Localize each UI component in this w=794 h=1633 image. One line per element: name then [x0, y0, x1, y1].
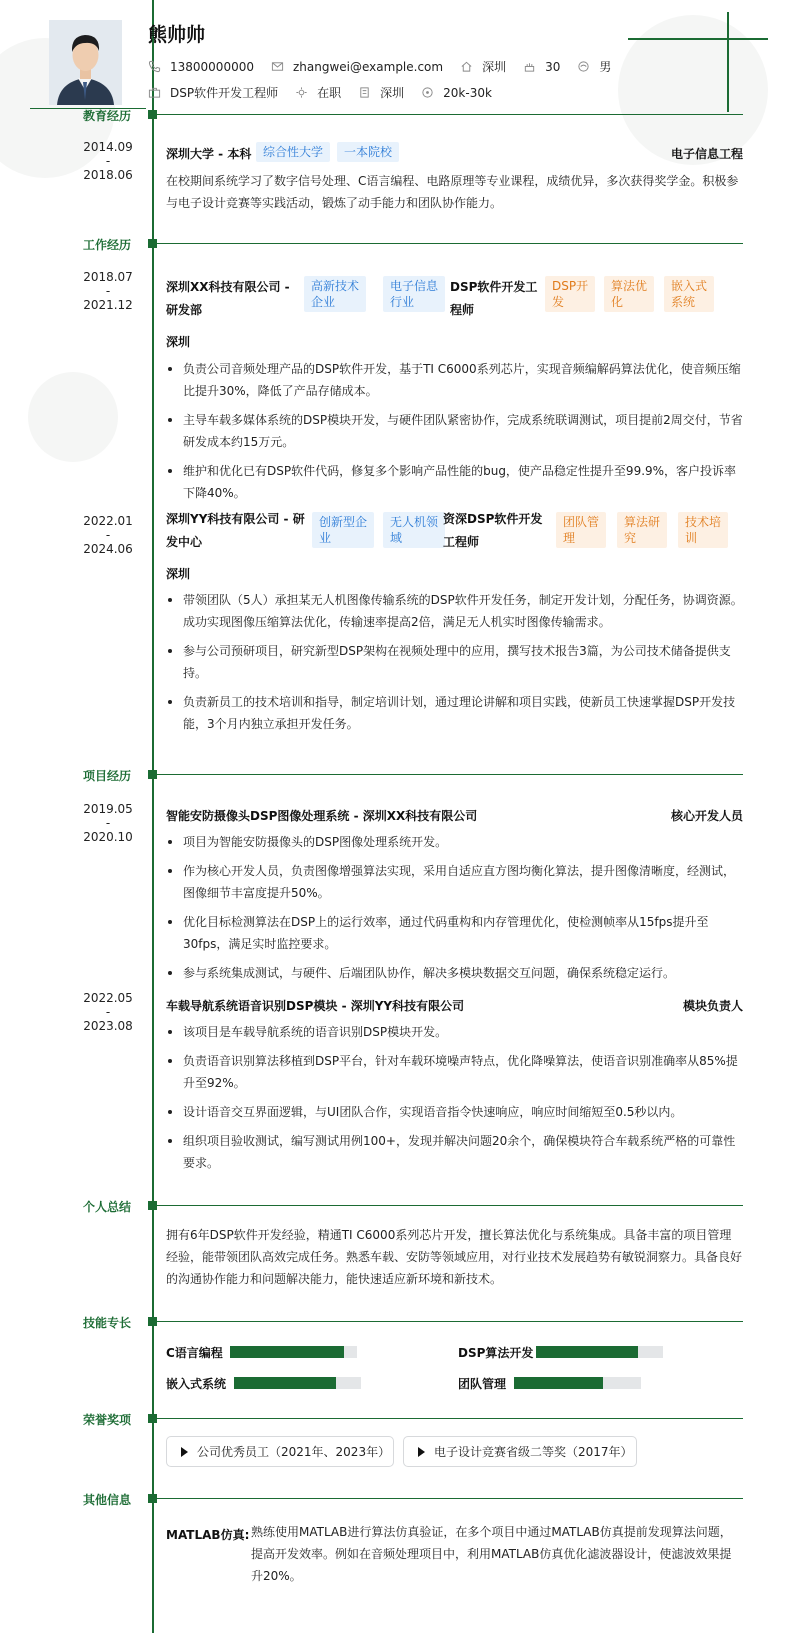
role-tag — [604, 276, 654, 312]
list-item: 该项目是车载导航系统的语音识别DSP模块开发。 — [166, 1021, 743, 1043]
tag-line: 技术培 — [685, 515, 722, 529]
tag-line: 化 — [611, 295, 624, 309]
status-icon — [295, 86, 308, 99]
summary-text: 拥有6年DSP软件开发经验，精通TI C6000系列芯片开发，擅长算法优化与系统集成。具备丰富的项目管理经验，能带领团队高效完成任务。熟悉车载、安防等领域应用，对行业技术发展趋势有敏锐洞察力。具备良好的沟通协作能力和问题解决能力，能快速适应新环境和新技术。 — [166, 1228, 743, 1286]
skill-bar-fill — [230, 1346, 344, 1358]
date-start: 2022.05 — [83, 991, 133, 1005]
phone-text: 13800000000 — [170, 59, 254, 74]
company-tag — [304, 276, 366, 312]
company-tag — [312, 512, 374, 548]
job-intent-row — [148, 84, 509, 101]
company-tag — [383, 276, 445, 312]
list-item: 设计语音交互界面逻辑，与UI团队合作，实现语音指令快速响应，响应时间缩短至0.5秒以内。 — [166, 1101, 743, 1123]
date-start: 2019.05 — [83, 802, 133, 816]
date-end: 2021.12 — [83, 298, 133, 312]
building-icon — [358, 86, 371, 99]
skill-name: C语言编程 — [166, 1346, 223, 1360]
phone-item — [148, 60, 254, 74]
education-description: 在校期间系统学习了数字信号处理、C语言编程、电路原理等专业课程，成绩优异，多次获得奖学金。积极参与电子设计竞赛等实践活动，锻炼了动手能力和团队协作能力。 — [166, 174, 739, 210]
work-city: 深圳 — [166, 567, 191, 581]
section-divider — [156, 114, 743, 115]
list-item: 参与公司预研项目，研究新型DSP架构在视频处理中的应用，撰写技术报告3篇，为公司技术储备提供支持。 — [166, 640, 743, 684]
status-item — [295, 84, 341, 101]
tag-line: 算法研 — [624, 515, 661, 529]
work-date — [70, 270, 146, 312]
company-name — [166, 508, 305, 554]
position-item — [148, 84, 278, 101]
role-line: DSP软件开发工 — [450, 280, 538, 294]
project-name: 智能安防摄像头DSP图像处理系统 - 深圳XX科技有限公司 — [166, 809, 478, 823]
project-role: 模块负责人 — [682, 999, 743, 1013]
skill-bar-fill — [234, 1377, 336, 1389]
list-item: 作为核心开发人员，负责图像增强算法实现，采用自适应直方图均衡化算法，提升图像清晰度，经测试，图像细节丰富度提升50%。 — [166, 860, 743, 904]
tag-line: 电子信息 — [390, 279, 439, 293]
email-item — [271, 60, 443, 74]
salary-item — [421, 86, 492, 100]
role-tag — [678, 512, 728, 548]
list-item: 维护和优化已有DSP软件代码，修复多个影响产品性能的bug，使产品稳定性提升至99.9%，客户投诉率下降40%。 — [166, 460, 743, 504]
other-label: MATLAB仿真: — [166, 1528, 250, 1542]
skill-name: 嵌入式系统 — [166, 1377, 227, 1391]
date-end: 2020.10 — [83, 830, 133, 844]
company-line: 深圳YY科技有限公司 - 研 — [166, 512, 305, 526]
list-item: 主导车载多媒体系统的DSP模块开发，与硬件团队紧密协作，完成系统联调测试，项目提前2周交付，节省研发成本约15万元。 — [166, 409, 743, 453]
company-line: 发中心 — [166, 535, 203, 549]
section-divider — [156, 1205, 743, 1206]
skill-bar — [514, 1377, 641, 1389]
date-dash: - — [105, 1005, 111, 1019]
edu-date — [70, 140, 146, 182]
role-tag — [545, 276, 595, 312]
role-tag — [556, 512, 606, 548]
age-text: 30 — [545, 59, 561, 74]
city-item — [460, 58, 506, 75]
tag-line: DSP开 — [552, 279, 589, 293]
section-title-projects: 项目经历 — [83, 769, 132, 783]
date-end: 2024.06 — [83, 542, 133, 556]
work-date — [70, 514, 146, 556]
play-triangle-icon — [418, 1447, 425, 1457]
tag-line: 系统 — [671, 295, 696, 309]
award-card[interactable] — [403, 1436, 637, 1467]
date-start: 2014.09 — [83, 140, 133, 154]
section-divider — [156, 1321, 743, 1322]
tag-line: 训 — [685, 531, 698, 545]
project-date — [70, 802, 146, 844]
list-item: 负责公司音频处理产品的DSP软件开发，基于TI C6000系列芯片，实现音频编解码算法优化，使音频压缩比提升30%，降低了产品存储成本。 — [166, 358, 743, 402]
tag-line: 嵌入式 — [671, 279, 708, 293]
project-name: 车载导航系统语音识别DSP模块 - 深圳YY科技有限公司 — [166, 999, 465, 1013]
date-end: 2023.08 — [83, 1019, 133, 1033]
school-name: 深圳大学 - 本科 — [166, 147, 252, 161]
skill-name: DSP算法开发 — [458, 1346, 534, 1360]
section-divider — [156, 243, 743, 244]
city-text: 深圳 — [482, 60, 507, 74]
company-line: 深圳XX科技有限公司 - — [166, 280, 290, 294]
avatar-photo — [49, 20, 122, 105]
date-dash: - — [105, 284, 111, 298]
list-item: 负责新员工的技术培训和指导，制定培训计划，通过理论讲解和项目实践，使新员工快速掌握DSP开发技能，3个月内独立承担开发任务。 — [166, 691, 743, 735]
section-title-summary: 个人总结 — [83, 1200, 132, 1214]
date-start: 2022.01 — [83, 514, 133, 528]
date-end: 2018.06 — [83, 168, 133, 182]
tag-line: 算法优 — [611, 279, 648, 293]
section-divider — [156, 1498, 743, 1499]
project-bullets — [166, 1021, 743, 1181]
work-bullets — [166, 589, 743, 742]
other-text: 熟练使用MATLAB进行算法仿真验证，在多个项目中通过MATLAB仿真提前发现算法问题，提高开发效率。例如在音频处理项目中，利用MATLAB仿真优化滤波器设计，使滤波效果提升20%。 — [251, 1525, 732, 1583]
list-item: 优化目标检测算法在DSP上的运行效率，通过代码重构和内存管理优化，使检测帧率从15fps提升至30fps，满足实时监控要求。 — [166, 911, 743, 955]
skill-name: 团队管理 — [458, 1377, 507, 1391]
list-item: 参与系统集成测试，与硬件、后端团队协作，解决多模块数据交互问题，确保系统稳定运行。 — [166, 962, 743, 984]
list-item: 项目为智能安防摄像头的DSP图像处理系统开发。 — [166, 831, 743, 853]
status-text: 在职 — [317, 86, 342, 100]
decorative-circle-mid-left — [28, 372, 118, 462]
tag-line: 理 — [563, 531, 576, 545]
phone-icon — [148, 60, 161, 73]
job-role — [450, 276, 537, 322]
briefcase-icon — [148, 86, 161, 99]
tag-line: 发 — [552, 295, 565, 309]
role-line: 程师 — [450, 303, 475, 317]
list-item: 带领团队（5人）承担某无人机图像传输系统的DSP软件开发任务，制定开发计划，分配任务，协调资源。成功实现图像压缩算法优化，传输速率提高2倍，满足无人机实时图像传输需求。 — [166, 589, 743, 633]
tag-line: 无人机领 — [390, 515, 439, 529]
tag-line: 究 — [624, 531, 637, 545]
role-line: 工程师 — [443, 535, 480, 549]
gender-icon — [577, 60, 590, 73]
skill-bar — [230, 1346, 357, 1358]
project-date — [70, 991, 146, 1033]
company-name — [166, 276, 290, 322]
company-tag — [383, 512, 445, 548]
job-role — [443, 508, 542, 554]
gender-item — [577, 58, 611, 75]
skill-bar-fill — [536, 1346, 638, 1358]
tag-line: 企业 — [311, 295, 336, 309]
work-bullets — [166, 358, 743, 511]
major: 电子信息工程 — [670, 147, 743, 161]
award-text: 电子设计竞赛省级二等奖（2017年） — [434, 1445, 633, 1459]
cake-icon — [523, 60, 536, 73]
tag-line: 高新技术 — [311, 279, 360, 293]
company-line: 研发部 — [166, 303, 203, 317]
section-title-work: 工作经历 — [83, 238, 132, 252]
position-text: DSP软件开发工程师 — [170, 86, 279, 100]
date-dash: - — [105, 154, 111, 168]
section-title-education: 教育经历 — [83, 109, 132, 123]
skill-bar-fill — [514, 1377, 603, 1389]
tag-line: 创新型企 — [319, 515, 368, 529]
coin-icon — [421, 86, 434, 99]
section-title-awards: 荣誉奖项 — [83, 1413, 132, 1427]
project-bullets — [166, 831, 743, 991]
target-city-text: 深圳 — [380, 86, 405, 100]
date-dash: - — [105, 528, 111, 542]
section-divider — [156, 1418, 743, 1419]
home-icon — [460, 60, 473, 73]
list-item: 组织项目验收测试，编写测试用例100+，发现并解决问题20余个，确保模块符合车载系统严格的可靠性要求。 — [166, 1130, 743, 1174]
project-role: 核心开发人员 — [670, 809, 743, 823]
play-triangle-icon — [181, 1447, 188, 1457]
school-tag: 一本院校 — [337, 142, 399, 162]
skill-bar — [234, 1377, 361, 1389]
tag-line: 业 — [319, 531, 332, 545]
school-tag: 综合性大学 — [256, 142, 330, 162]
role-tag — [664, 276, 714, 312]
target-city-item — [358, 84, 404, 101]
award-text: 公司优秀员工（2021年、2023年） — [197, 1445, 391, 1459]
gender-text: 男 — [599, 60, 612, 74]
section-divider — [156, 774, 743, 775]
section-title-skills: 技能专长 — [83, 1316, 132, 1330]
contact-row — [148, 58, 628, 75]
tag-line: 域 — [390, 531, 403, 545]
tag-line: 行业 — [390, 295, 415, 309]
skill-bar — [536, 1346, 663, 1358]
email-text: zhangwei@example.com — [292, 59, 444, 74]
date-dash: - — [105, 816, 111, 830]
tag-line: 团队管 — [563, 515, 600, 529]
list-item: 负责语音识别算法移植到DSP平台，针对车载环境噪声特点，优化降噪算法，使语音识别准确率从85%提升至92%。 — [166, 1050, 743, 1094]
work-city: 深圳 — [166, 335, 191, 349]
role-line: 资深DSP软件开发 — [443, 512, 543, 526]
email-icon — [271, 60, 284, 73]
award-card[interactable] — [166, 1436, 394, 1467]
corner-line-vertical — [727, 12, 729, 112]
section-title-other: 其他信息 — [83, 1493, 132, 1507]
date-start: 2018.07 — [83, 270, 133, 284]
salary-text: 20k-30k — [443, 85, 492, 100]
candidate-name: 熊帅帅 — [148, 24, 206, 46]
corner-line-horizontal — [628, 38, 768, 40]
age-item — [523, 60, 560, 74]
role-tag — [617, 512, 667, 548]
